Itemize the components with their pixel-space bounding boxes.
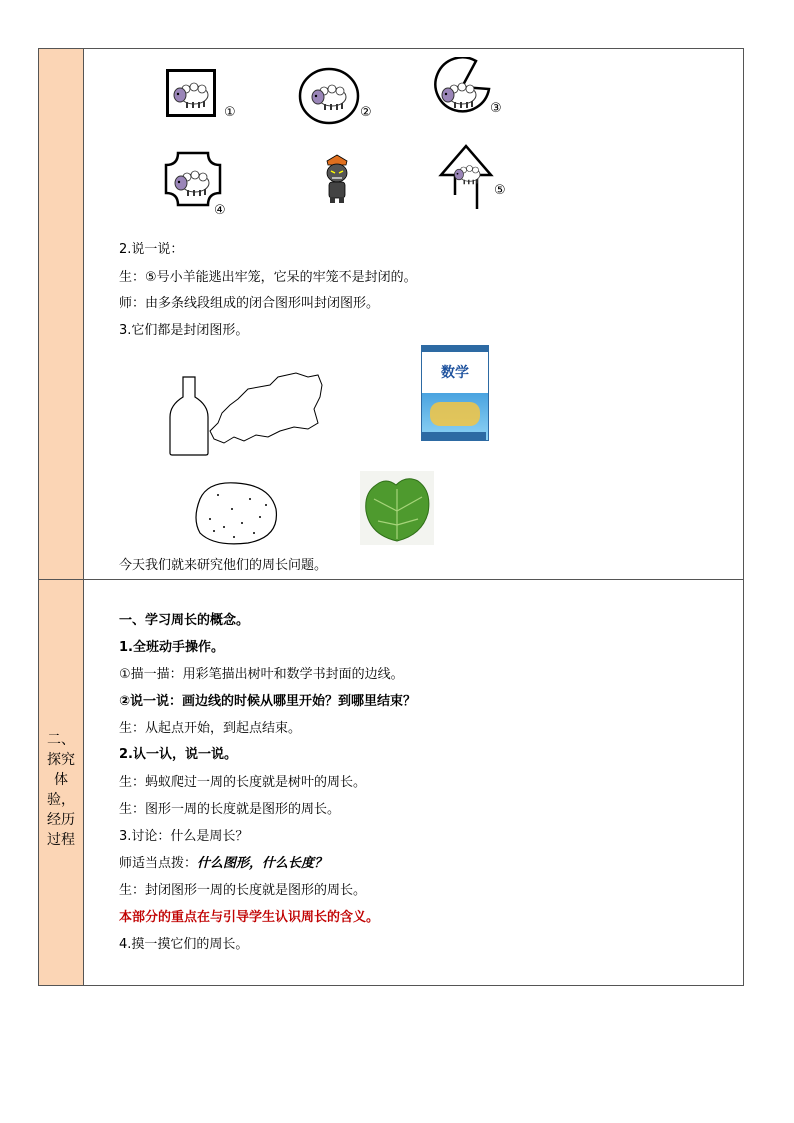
lesson-table xyxy=(38,48,744,986)
side-cell-1 xyxy=(39,49,84,580)
book-top-band xyxy=(422,346,488,352)
concept-heading: 一、学习周长的概念。 xyxy=(119,613,250,628)
side-label-line: 经历 xyxy=(47,812,75,828)
side-label-line: 体 xyxy=(54,772,68,788)
cage-label-2: ② xyxy=(360,105,372,120)
student-answer-line: 生：⑤号小羊能逃出牢笼，它呆的牢笼不是封闭的。 xyxy=(119,270,417,285)
cage-label-4: ④ xyxy=(214,203,226,218)
focus-note: 本部分的重点在与引导学生认识周长的含义。 xyxy=(119,910,380,925)
math-textbook-image xyxy=(421,345,489,441)
teacher-hint-line xyxy=(119,855,327,873)
cross-cage-sheep-image xyxy=(164,151,222,207)
teacher-definition-line: 师：由多条线段组成的闭合图形叫封闭图形。 xyxy=(119,296,380,311)
map-outline-image xyxy=(208,371,348,451)
student-answer-definition: 生：封闭图形一周的长度就是图形的周长。 xyxy=(119,883,367,898)
trace-instruction: ①描一描：用彩笔描出树叶和数学书封面的边线。 xyxy=(119,667,404,682)
cage-label-3: ③ xyxy=(490,101,502,116)
open-arrow-cage-sheep-image xyxy=(438,143,494,211)
say-question: ②说一说：画边线的时候从哪里开始？到哪里结束？ xyxy=(119,694,417,709)
teacher-hint-text: 什么图形，什么长度？ xyxy=(197,856,328,871)
grey-wolf-image xyxy=(322,153,352,205)
student-answer-start-end: 生：从起点开始，到起点结束。 xyxy=(119,721,302,736)
book-bottom-band xyxy=(422,432,486,440)
notched-circle-cage-sheep-image xyxy=(432,57,492,113)
bottle-outline-image xyxy=(166,375,212,457)
square-cage-sheep-image xyxy=(166,69,218,119)
book-cover-art xyxy=(430,402,480,426)
section-side-label xyxy=(39,730,83,850)
side-cell-2 xyxy=(39,580,84,986)
cage-label-1: ① xyxy=(224,105,236,120)
class-activity-heading: 1.全班动手操作。 xyxy=(119,640,224,655)
side-label-line: 探究 xyxy=(47,752,75,768)
cage-label-5: ⑤ xyxy=(494,183,506,198)
today-study-line: 今天我们就来研究他们的周长问题。 xyxy=(119,558,328,573)
student-answer-shape: 生：图形一周的长度就是图形的周长。 xyxy=(119,802,341,817)
discussion-question: 3.讨论：什么是周长？ xyxy=(119,829,249,844)
say-heading: 2.说一说： xyxy=(119,242,184,257)
book-title: 数学 xyxy=(441,365,469,381)
potato-outline-image xyxy=(190,479,280,547)
teacher-hint-prefix: 师适当点拨： xyxy=(119,856,198,871)
closed-shapes-heading: 3.它们都是封闭图形。 xyxy=(119,323,249,338)
recognize-heading: 2.认一认，说一说。 xyxy=(119,747,237,762)
circle-cage-sheep-image xyxy=(298,67,360,125)
side-label-line: 二、 xyxy=(47,732,75,748)
student-answer-leaf: 生：蚂蚁爬过一周的长度就是树叶的周长。 xyxy=(119,775,367,790)
side-label-line: 验， xyxy=(47,792,75,808)
side-label-line: 过程 xyxy=(47,832,75,848)
section2-cell xyxy=(84,580,744,986)
green-leaf-image xyxy=(360,471,434,545)
touch-instruction: 4.摸一摸它们的周长。 xyxy=(119,937,249,952)
section1-cell xyxy=(84,49,744,580)
